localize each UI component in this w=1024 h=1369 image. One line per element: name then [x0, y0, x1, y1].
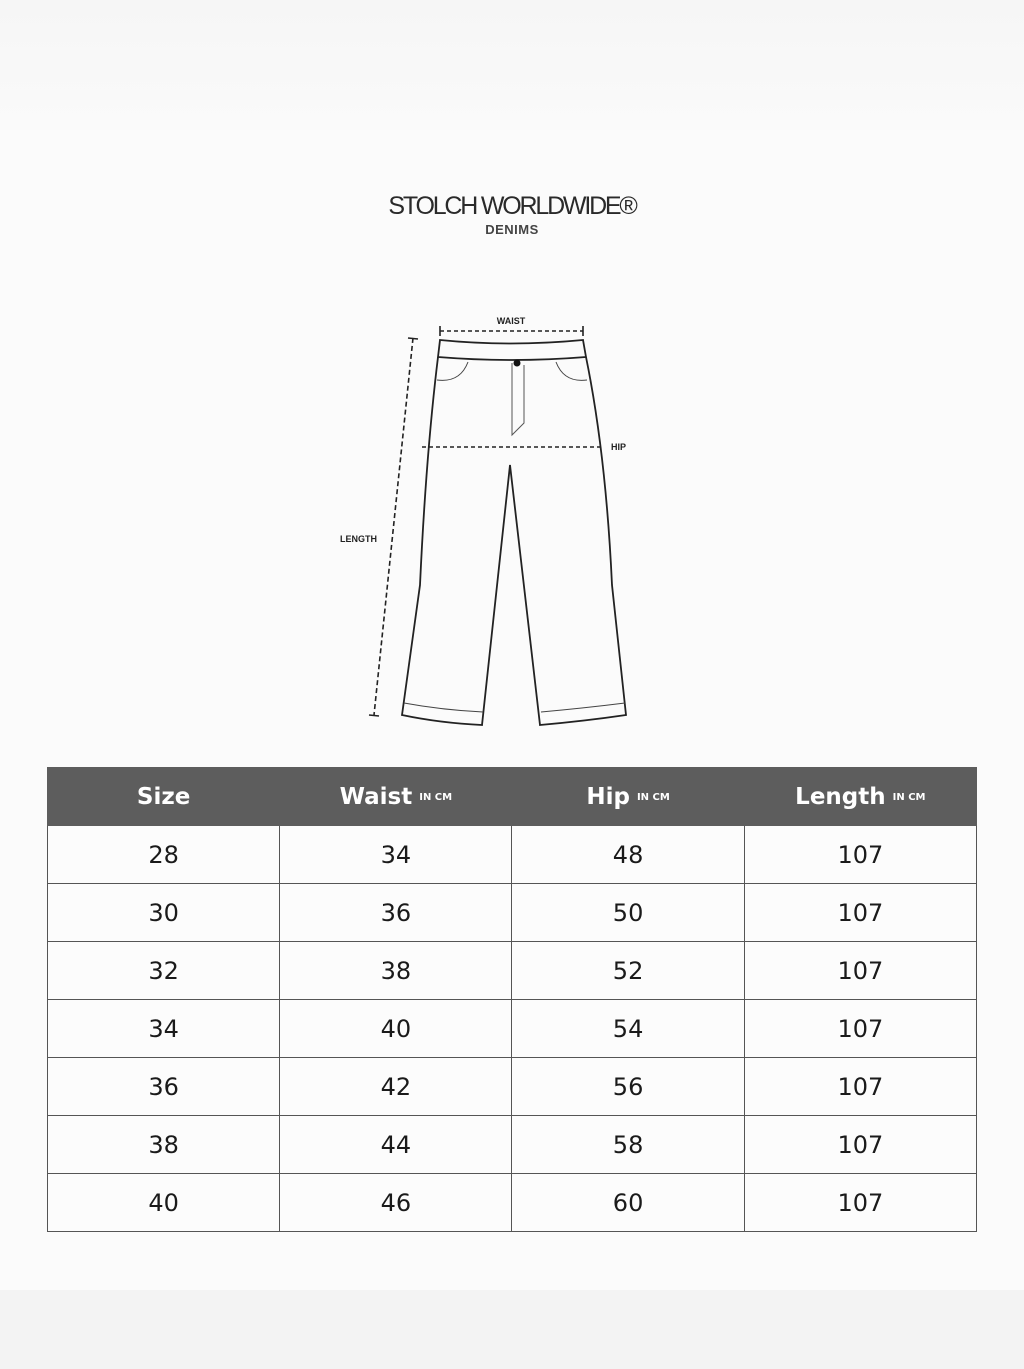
- table-cell: 38: [280, 942, 512, 1000]
- length-measure-line: [374, 338, 413, 715]
- brand-logo: STOLCH WORLDWIDE®: [388, 192, 636, 220]
- table-cell: 30: [48, 884, 280, 942]
- length-label: LENGTH: [340, 534, 377, 544]
- table-header-row: [48, 768, 977, 826]
- column-header-label: Length: [795, 783, 886, 810]
- pants-illustration: [330, 305, 660, 735]
- column-unit: IN CM: [419, 791, 453, 803]
- button-icon: [514, 360, 521, 367]
- column-unit: IN CM: [636, 791, 670, 803]
- waist-label: WAIST: [496, 316, 526, 326]
- table-cell: 107: [744, 1174, 976, 1232]
- table-cell: 48: [512, 826, 744, 884]
- table-cell: 46: [280, 1174, 512, 1232]
- table-cell: 36: [280, 884, 512, 942]
- table-cell: 42: [280, 1058, 512, 1116]
- column-header-label: Hip: [586, 783, 630, 810]
- table-row: [48, 942, 977, 1000]
- table-cell: 28: [48, 826, 280, 884]
- column-header-length: [744, 768, 976, 826]
- table-row: [48, 826, 977, 884]
- hip-label: HIP: [611, 442, 627, 452]
- table-cell: 52: [512, 942, 744, 1000]
- table-cell: 56: [512, 1058, 744, 1116]
- pants-outline: [402, 357, 626, 725]
- table-cell: 50: [512, 884, 744, 942]
- table-cell: 54: [512, 1000, 744, 1058]
- table-cell: 107: [744, 884, 976, 942]
- table-cell: 34: [280, 826, 512, 884]
- table-row: [48, 1174, 977, 1232]
- table-row: [48, 1116, 977, 1174]
- table-cell: 36: [48, 1058, 280, 1116]
- table-cell: 107: [744, 826, 976, 884]
- table-cell: 38: [48, 1116, 280, 1174]
- column-header-label: Waist: [339, 783, 413, 810]
- pants-measurement-diagram: [330, 305, 660, 735]
- table-row: [48, 1058, 977, 1116]
- column-header-waist: [280, 768, 512, 826]
- column-header-label: Size: [136, 783, 191, 810]
- table-cell: 107: [744, 1116, 976, 1174]
- table-cell: 60: [512, 1174, 744, 1232]
- bottom-margin: [0, 1290, 1024, 1369]
- table-body: [48, 826, 977, 1232]
- table-cell: 40: [48, 1174, 280, 1232]
- table-cell: 34: [48, 1000, 280, 1058]
- table-cell: 107: [744, 1058, 976, 1116]
- size-chart-table: [47, 767, 977, 1232]
- column-header-size: [48, 768, 280, 826]
- table-cell: 58: [512, 1116, 744, 1174]
- top-margin: [0, 0, 1024, 130]
- brand-header: [0, 190, 1024, 237]
- table-cell: 107: [744, 1000, 976, 1058]
- table-cell: 40: [280, 1000, 512, 1058]
- waistband: [438, 340, 586, 360]
- table-cell: 44: [280, 1116, 512, 1174]
- column-unit: IN CM: [892, 791, 926, 803]
- table-row: [48, 884, 977, 942]
- table-cell: 32: [48, 942, 280, 1000]
- brand-subtitle: DENIMS: [485, 222, 539, 237]
- table-cell: 107: [744, 942, 976, 1000]
- table-row: [48, 1000, 977, 1058]
- column-header-hip: [512, 768, 744, 826]
